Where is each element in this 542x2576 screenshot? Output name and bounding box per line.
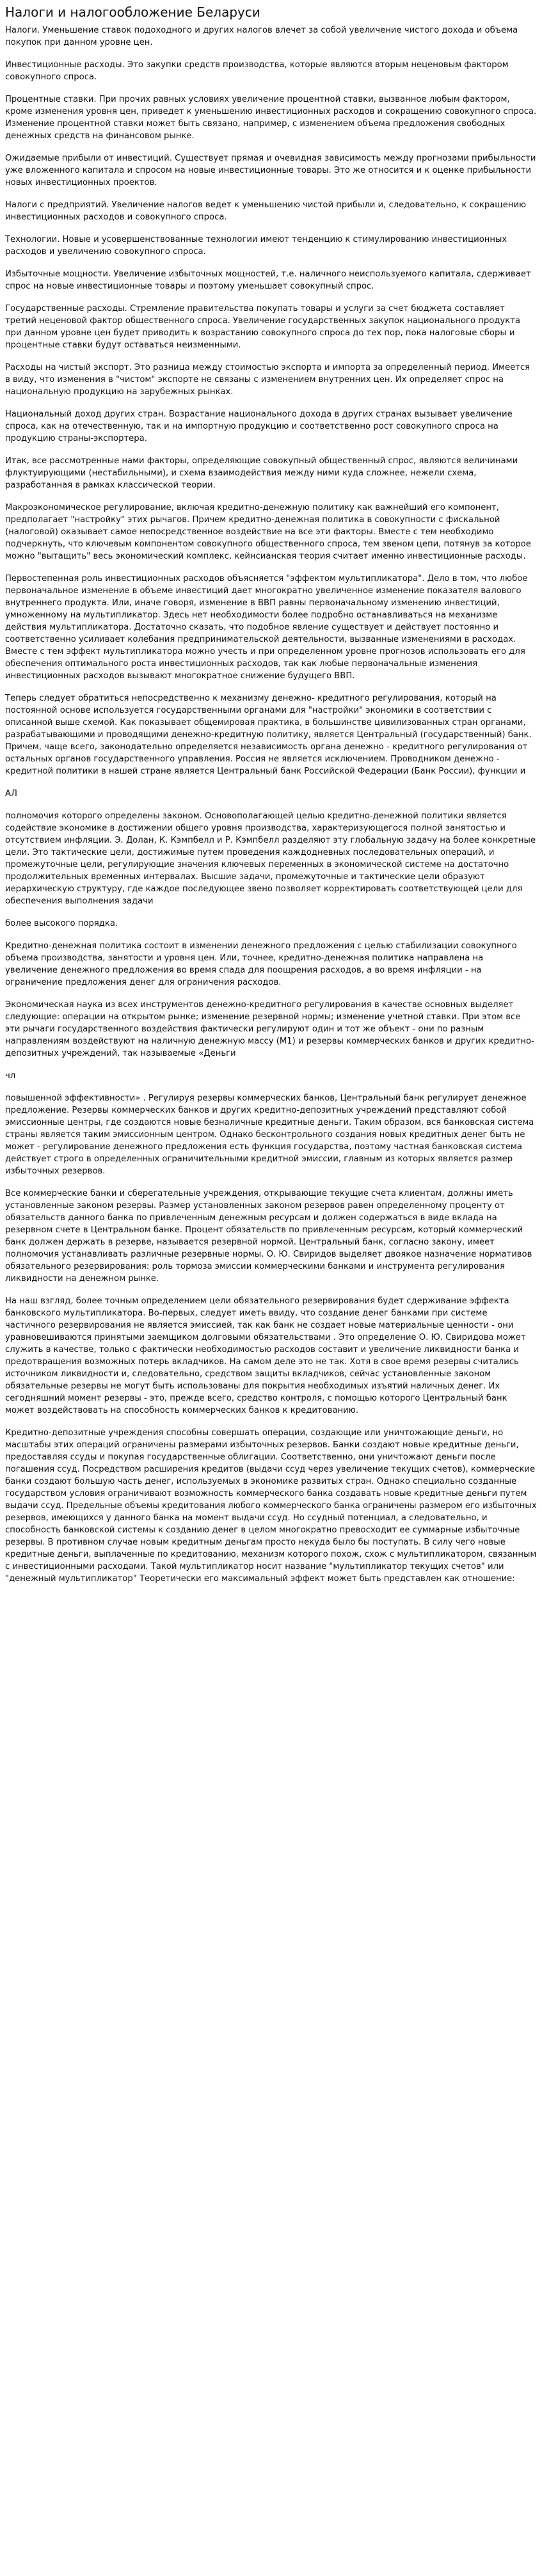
paragraph: повышенной эффективности» . Регулируя резервы коммерческих банков, Центральный банк регулирует денежное предложение. Резервы коммерческих банков и других кредитно-депозитных учреждений представляют собой эмиссионные центры, где создаются новые безналичные кредитные деньги. Таким образом, вся банковская система страны является таким эмиссионным центром. Однако бесконтрольного создания новых кредитных денег быть не может - регулирование денежного предложения есть функция государства, поэтому частная банковская система действует строго в определенных ограничительными кредитной эмиссии, главным из которых является размер избыточных резервов.	[5, 1093, 534, 1176]
paragraph: Все коммерческие банки и сберегательные учреждения, открывающие текущие счета клиентам, должны иметь установленные законом резервы. Размер установленных законом резервов равен определенному проценту от обязательств данного банка по привлеченным денежным ресурсам и должен содержаться в виде вклада на резервном счете в Центральном банке. Процент обязательств по привлеченным ресурсам, который коммерческий банк должен держать в резерве, называется резервной нормой. Центральный банк, согласно закону, имеет полномочия устанавливать различные резервные нормы. О. Ю. Свиридов выделяет двоякое назначение нормативов обязательного резервирования: роль тормоза эмиссии коммерческими банками и инструмента регулирования ликвидности на денежном рынке.	[5, 1189, 532, 1284]
paragraph: Государственные расходы. Стремление правительства покупать товары и услуги за счет бюджета составляет третий неценовой фактор общественного спроса. Увеличение государственных закупок национального продукта при данном уровне цен будет приводить к возрастанию совокупного спроса до тех пор, пока налоговые сборы и процентные ставки будут оставаться неизменными.	[5, 304, 520, 350]
paragraph-fragment: более высокого порядка.	[5, 919, 118, 928]
paragraph: На наш взгляд, более точным определением цели обязательного резервирования будет сдерживание эффекта банковского мультипликатора. Во-первых, следует иметь ввиду, что создание денег банками при системе частичного резервирования не является эмиссией, так как банк не создает новые материальные ценности - они уравновешиваются принятыми заемщиком долговыми обязательствами . Это определение О. Ю. Свиридова может служить в качестве, только с фактически необходимостью расходов составит и увеличение ликвидности банка и предотвращения возможных потерь вкладчиков. На самом деле это не так. Хотя в свое время резервы считались источником ликвидности и, следовательно, средством защиты вкладчиков, сейчас установленные законом обязательные резервы не могут быть использованы для покрытия необходимых изъятий наличных денег. Их сегодняшний момент резервы - это, прежде всего, средство контроля, с помощью которого Центральный банк может воздействовать на способность коммерческих банков к кредитованию.	[5, 1296, 526, 1415]
paragraph: Теперь следует обратиться непосредственно к механизму денежно- кредитного регулирования, который на постоянной основе используется государственными органами для "настройки" экономики в соответствии с описанной выше схемой. Как показывает общемировая практика, в большинстве цивилизованных стран органами, разрабатывающими и проводящими денежно-кредитную политику, является Центральный (государственный) банк. Причем, чаще всего, законодательно определяется независимость органа денежно - кредитного регулирования от остальных органов государственного управления. Россия не является исключением. Проводником денежно - кредитной политики в нашей стране является Центральный банк Российской Федерации (Банк России), функции и	[5, 694, 532, 776]
paragraph: Итак, все рассмотренные нами факторы, определяющие совокупный общественный спрос, являются величинами флуктуирующими (нестабильными), и схема взаимодействия между ними куда сложнее, нежели схема, разработанная в рамках классической теории.	[5, 456, 518, 490]
article-body	[5, 24, 537, 1585]
paragraph-fragment: АЛ	[5, 789, 17, 799]
paragraph: Первостепенная роль инвестиционных расходов объясняется "эффектом мультипликатора". Дело в том, что любое первоначальное изменение в объеме инвестиций дает многократно увеличенное изменение показателя валового внутреннего продукта. Или, иначе говоря, изменение в ВВП равны первоначальному изменению инвестиций, умноженному на мультипликатор. Здесь нет необходимости более подробно останавливаться на механизме действия мультипликатора. Достаточно сказать, что подобное явление существует и действует постоянно и соответственно усиливает колебания предпринимательской деятельности, вызванные изменениями в расходах. Вместе с тем эффект мультипликатора можно учесть и при определенном уровне прогнозов использовать его для обеспечения оптимального роста инвестиционных расходов, так как любые первоначальные изменения инвестиционных расходов вызывают многократное снижение будущего ВВП.	[5, 574, 528, 681]
paragraph-fragment: чл	[5, 1071, 16, 1081]
paragraph: Налоги. Уменьшение ставок подоходного и других налогов влечет за собой увеличение чистого дохода и объема покупок при данном уровне цен.	[5, 26, 518, 47]
paragraph: Расходы на чистый экспорт. Это разница между стоимостью экспорта и импорта за определенный период. Имеется в виду, что изменения в "чистом" экспорте не связаны с изменением внутренних цен. Их определяет спрос на национальную продукцию на зарубежных рынках.	[5, 363, 530, 397]
paragraph: Кредитно-депозитные учреждения способны совершать операции, создающие или уничтожающие деньги, но масштабы этих операций ограничены размерами избыточных резервов. Банки создают новые кредитные деньги, предоставляя ссуды и покупая государственные облигации. Соответственно, они уничтожают деньги после погашения ссуд. Посредством расширения кредитов (выдачи ссуд через увеличение текущих счетов), коммерческие банки создают большую часть денег, используемых в экономике развитых стран. Однако специально созданные государством условия ограничивают возможность коммерческого банка создавать новые кредитные деньги путем выдачи ссуд. Предельные объемы кредитования любого коммерческого банка ограничены размером его избыточных резервов, имеющихся у данного банка на момент выдачи ссуд. Но ссудный потенциал, а следовательно, и способность банковской системы к созданию денег в целом многократно превосходит ее суммарные избыточные резервы. В противном случае новым кредитным деньгам просто некуда было бы поступать. В силу чего новые кредитные деньги, выплаченные по кредитованию, механизм которого похож, схож с мультипликатором, связанным с инвестиционными расходами. Такой мультипликатор носит название "мультипликатор текущих счетов" или "денежный мультипликатор" Теоретически его максимальный эффект может быть представлен как отношение:	[5, 1428, 537, 1584]
paragraph: Ожидаемые прибыли от инвестиций. Существует прямая и очевидная зависимость между прогнозами прибыльности уже вложенного капитала и спросом на новые инвестиционные товары. Это же относится и к оценке прибыльности новых инвестиционных проектов.	[5, 154, 536, 187]
paragraph: Национальный доход других стран. Возрастание национального дохода в других странах вызывает увеличение спроса, как на отечественную, так и на импортную продукцию и соответственно рост совокупного спроса на продукцию страны-экспортера.	[5, 409, 513, 443]
paragraph: Макроэкономическое регулирование, включая кредитно-денежную политику как важнейший его компонент, предполагает "настройку" этих рычагов. Причем кредитно-денежная политика в совокупности с фискальной (налоговой) оказывает самое непосредственное воздействие на все эти факторы. Вместе с тем необходимо подчеркнуть, что ключевым компонентом совокупного общественного спроса, тем звеном цепи, потянув за которое можно "вытащить" весь экономический комплекс, кейнсианская теория считает именно инвестиционные расходы.	[5, 503, 531, 561]
paragraph: Экономическая наука из всех инструментов денежно-кредитного регулирования в качестве основных выделяет следующие: операции на открытом рынке; изменение резервной нормы; изменение учетной ставки. При этом все эти рычаги государственного воздействия фактически регулируют один и тот же объект - они по разным направлениям воздействуют на наличную денежную массу (М1) и резервы коммерческих банков и других кредитно-депозитных учреждений, так называемые «Деньги	[5, 1000, 534, 1058]
paragraph: полномочия которого определены законом. Основополагающей целью кредитно-денежной политики является содействие экономике в достижении общего уровня производства, характеризующегося полной занятостью и отсутствием инфляции. Э. Долан, К. Кэмпбелл и Р. Кэмпбелл разделяют эту глобальную задачу на более конкретные цели. Это тактические цели, достижимые путем проведения каждодневных последовательных операций, и промежуточные цели, регулирующие значения ключевых переменных в экономической системе на достаточно продолжительных временных интервалах. Высшие задачи, промежуточные и тактические цели образуют иерархическую структуру, где каждое последующее звено позволяет корректировать соответствующей цели для обеспечения выполнения задачи	[5, 811, 536, 906]
paragraph: Технологии. Новые и усовершенствованные технологии имеют тенденцию к стимулированию инвестиционных расходов и увеличению совокупного спроса.	[5, 235, 507, 257]
paragraph: Избыточные мощности. Увеличение избыточных мощностей, т.е. наличного неиспользуемого капитала, сдерживает спрос на новые инвестиционные товары и поэтому уменьшает совокупный спрос.	[5, 269, 531, 291]
paragraph: Инвестиционные расходы. Это закупки средств производства, которые являются вторым неценовым фактором совокупного спроса.	[5, 60, 509, 82]
page-title: Налоги и налогообложение Беларуси	[5, 4, 260, 20]
paragraph: Кредитно-денежная политика состоит в изменении денежного предложения с целью стабилизации совокупного объема производства, занятости и уровня цен. Или, точнее, кредитно-денежная политика направлена на увеличение денежного предложения во время спада для поощрения расходов, а во время инфляции - на ограничение предложения денег для ограничения расходов.	[5, 941, 517, 987]
paragraph: Процентные ставки. При прочих равных условиях увеличение процентной ставки, вызванное любым фактором, кроме изменения уровня цен, приведет к уменьшению инвестиционных расходов и сокращению совокупного спроса. Изменение процентной ставки может быть связано, например, с изменением объема предложения свободных денежных средств на финансовом рынке.	[5, 95, 537, 141]
paragraph: Налоги с предприятий. Увеличение налогов ведет к уменьшению чистой прибыли и, следовательно, к сокращению инвестиционных расходов и совокупного спроса.	[5, 200, 527, 222]
